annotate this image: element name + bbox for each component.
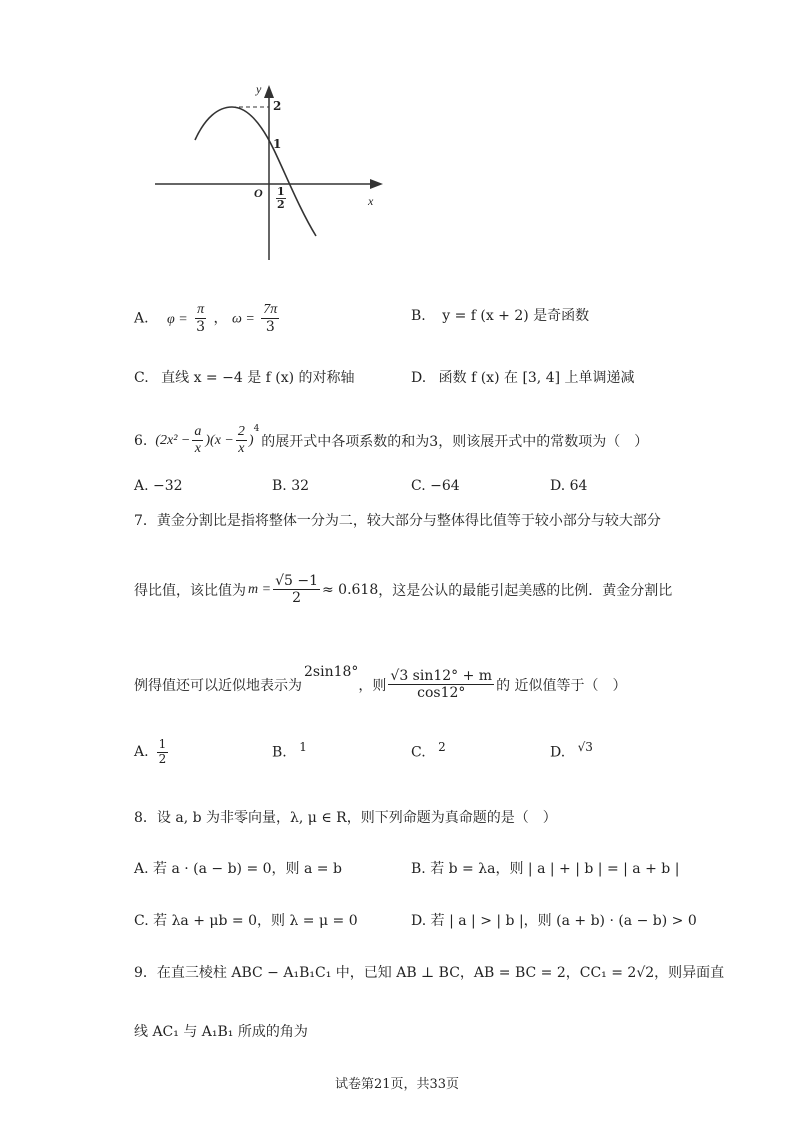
q5-c-text: 直线 x = −4 是 f (x) 的对称轴 bbox=[161, 370, 355, 386]
q8-stem: 8．设 a, b 为非零向量，λ, μ ∈ R，则下列命题为真命题的是（ ） bbox=[134, 810, 557, 826]
q7-expr-frac bbox=[388, 668, 494, 701]
q8-option-a: A. 若 a · (a − b) = 0，则 a = b bbox=[134, 861, 342, 877]
q7-b-label: B. bbox=[272, 744, 287, 761]
q7-m-eq: m = bbox=[248, 581, 272, 597]
q7-a-label: A. bbox=[134, 744, 149, 761]
q7-option-b bbox=[272, 740, 307, 761]
q5-b-text: y = f (x + 2) 是奇函数 bbox=[442, 308, 590, 324]
frac-den: x bbox=[238, 441, 245, 457]
frac-den: 3 bbox=[196, 319, 206, 336]
frac-num: 1 bbox=[158, 737, 167, 751]
x-axis-label: x bbox=[368, 194, 374, 208]
q6-exponent: 4 bbox=[253, 424, 260, 434]
q7-line2 bbox=[134, 573, 672, 606]
q7-golden-frac bbox=[273, 573, 320, 606]
frac-num: π bbox=[195, 302, 206, 319]
q6-option-c: C. −64 bbox=[411, 478, 460, 494]
q7-a-frac bbox=[157, 738, 169, 767]
q7-c-value: 2 bbox=[438, 740, 446, 754]
q5-d-text: 函数 f (x) 在 [3, 4] 上单调递减 bbox=[438, 370, 635, 386]
q5-option-b bbox=[411, 305, 589, 325]
q5-a-frac2 bbox=[261, 302, 279, 335]
q7-d-label: D. bbox=[550, 744, 566, 761]
q7-line2-post: ，这是公认的最能引起美感的比例．黄金分割比 bbox=[378, 582, 673, 599]
half-denominator: 2 bbox=[277, 198, 285, 212]
curve bbox=[195, 107, 316, 236]
half-numerator: 1 bbox=[277, 185, 285, 198]
q6-option-d: D. 64 bbox=[550, 478, 588, 494]
frac-num: √3 sin12° + m bbox=[390, 668, 493, 684]
q5-c-label: C. bbox=[134, 370, 149, 386]
q7-c-label: C. bbox=[411, 744, 426, 761]
tick-label-half bbox=[276, 186, 286, 211]
q6-number: 6. bbox=[134, 432, 148, 449]
q7-sin18: 2sin18° bbox=[304, 664, 359, 680]
frac-num: a bbox=[192, 424, 203, 441]
q5-option-c bbox=[134, 367, 355, 387]
q6-expr-mid: )(x − bbox=[205, 432, 234, 448]
q5-b-label: B. bbox=[411, 308, 426, 324]
frac-den: 2 bbox=[158, 751, 167, 766]
q6-frac-2-x bbox=[236, 424, 247, 457]
tick-label-1: 1 bbox=[273, 137, 282, 151]
frac-num: 2 bbox=[236, 424, 247, 441]
q7-d-value: √3 bbox=[577, 740, 593, 754]
q6-expr-post: ) bbox=[248, 432, 254, 448]
q9-line2: 线 AC₁ 与 A₁B₁ 所成的角为 bbox=[134, 1024, 308, 1040]
y-axis-arrow bbox=[264, 85, 274, 98]
q5-a-sep: ， bbox=[213, 310, 228, 327]
q5-a-label: A. bbox=[134, 310, 149, 327]
q6-text: 的展开式中各项系数的和为3，则该展开式中的常数项为（ ） bbox=[261, 433, 649, 450]
q5-a-phi: φ = bbox=[167, 311, 188, 327]
q5-a-frac1 bbox=[194, 302, 207, 335]
q7-option-d bbox=[550, 740, 593, 761]
origin-label: O bbox=[254, 186, 263, 200]
tick-label-2: 2 bbox=[273, 99, 282, 113]
q7-option-c bbox=[411, 740, 446, 761]
q7-line3 bbox=[134, 664, 627, 702]
q9-line1: 9．在直三棱柱 ABC − A₁B₁C₁ 中，已知 AB ⊥ BC，AB = BC = 2，CC₁ = 2√2，则异面直 bbox=[134, 965, 725, 981]
q7-b-value: 1 bbox=[299, 740, 307, 754]
function-graph bbox=[150, 80, 390, 265]
q7-option-a bbox=[134, 738, 170, 767]
q7-line2-pre: 得比值，该比值为 bbox=[134, 582, 246, 599]
q5-d-label: D. bbox=[411, 370, 427, 386]
frac-num: √5 −1 bbox=[275, 573, 318, 589]
x-axis-arrow bbox=[370, 179, 383, 189]
q7-line3-pre: 例得值还可以近似地表示为 bbox=[134, 677, 302, 694]
q6-expr-pre: (2x² − bbox=[155, 432, 191, 448]
page-footer: 试卷第21页，共33页 bbox=[334, 1077, 460, 1092]
q8-option-b: B. 若 b = λa，则 | a | + | b | = | a + b | bbox=[411, 861, 680, 877]
q8-option-d: D. 若 | a | > | b |，则 (a + b) · (a − b) > 0 bbox=[411, 913, 697, 929]
q5-a-omega: ω = bbox=[232, 311, 255, 327]
q8-option-c: C. 若 λa + μb = 0，则 λ = μ = 0 bbox=[134, 913, 358, 929]
graph-svg bbox=[150, 80, 390, 265]
q5-option-d bbox=[411, 367, 635, 387]
frac-den: x bbox=[194, 441, 201, 457]
q6-option-a: A. −32 bbox=[134, 478, 183, 494]
q5-option-a bbox=[134, 302, 281, 335]
frac-den: cos12° bbox=[417, 685, 466, 702]
q7-line1: 7．黄金分割比是指将整体一分为二，较大部分与整体得比值等于较小部分与较大部分 bbox=[134, 513, 661, 529]
q6-option-b: B. 32 bbox=[272, 478, 310, 494]
q7-approx: ≈ 0.618 bbox=[321, 581, 379, 598]
q6-stem bbox=[134, 424, 648, 457]
y-axis-label: y bbox=[256, 82, 262, 96]
frac-den: 2 bbox=[292, 590, 301, 607]
q6-frac-a-x bbox=[192, 424, 203, 457]
frac-num: 7π bbox=[261, 302, 279, 319]
frac-den: 3 bbox=[265, 319, 275, 336]
q7-line3-post: 的 近似值等于（ ） bbox=[496, 677, 627, 694]
q7-line3-mid: ，则 bbox=[358, 677, 387, 694]
